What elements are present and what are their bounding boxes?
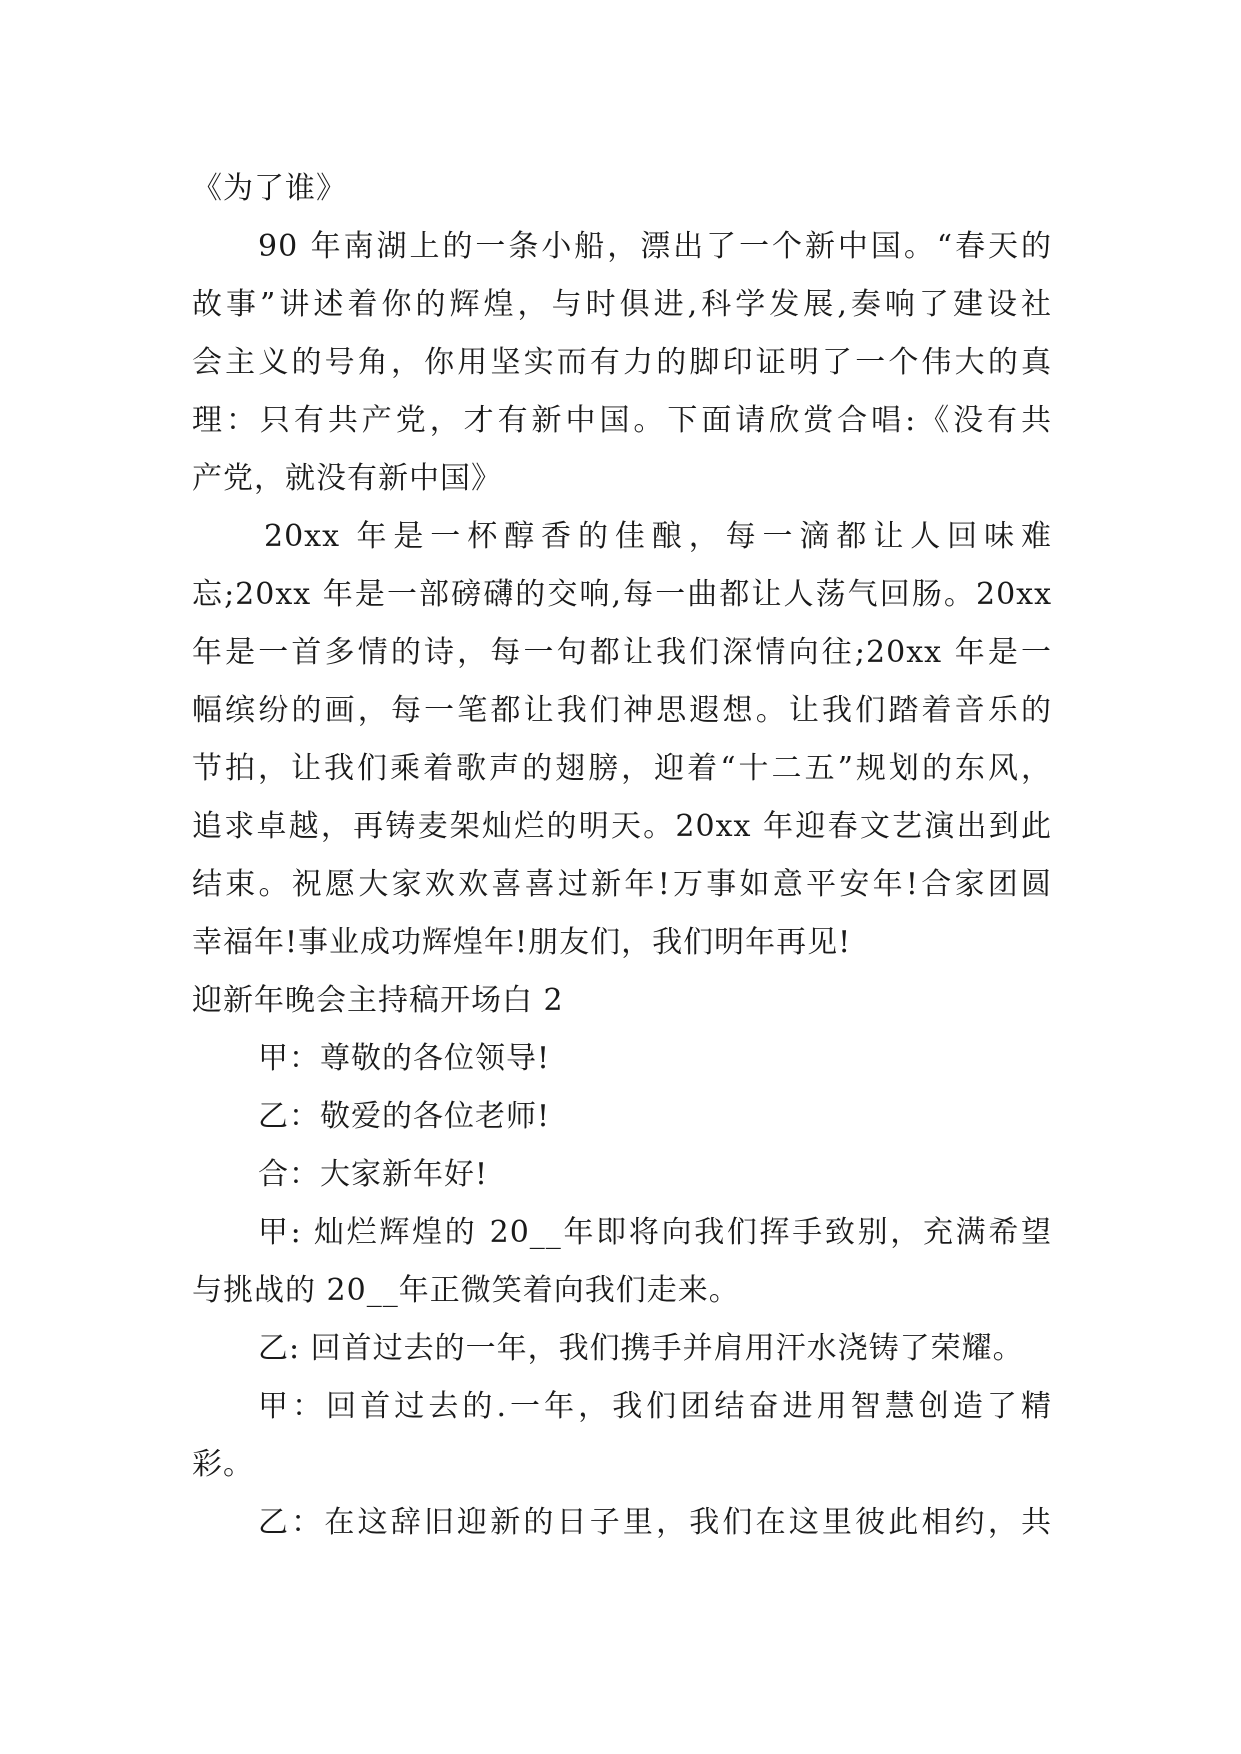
dialogue-line: 甲：回首过去的.一年，我们团结奋进用智慧创造了精 [258, 1389, 1052, 1424]
paragraph-line: 年是一首多情的诗，每一句都让我们深情向往;20xx 年是一 [192, 635, 1052, 670]
paragraph-line: 结束。祝愿大家欢欢喜喜过新年!万事如意平安年!合家团圆 [192, 867, 1052, 902]
paragraph-line: 20xx 年是一杯醇香的佳酿，每一滴都让人回味难 [264, 519, 1052, 554]
document-page [192, 160, 1052, 1552]
dialogue-line: 合：大家新年好! [258, 1157, 489, 1192]
dialogue-line: 乙：在这辞旧迎新的日子里，我们在这里彼此相约，共 [258, 1505, 1052, 1540]
paragraph-line: 追求卓越，再铸麦架灿烂的明天。20xx 年迎春文艺演出到此 [192, 809, 1052, 844]
paragraph-line: 节拍，让我们乘着歌声的翅膀，迎着“十二五”规划的东风， [192, 751, 1052, 786]
title-line: 《为了谁》 [192, 171, 347, 206]
paragraph-line: 幸福年!事业成功辉煌年!朋友们，我们明年再见! [192, 925, 852, 960]
dialogue-line: 彩。 [192, 1447, 254, 1482]
paragraph-line: 会主义的号角，你用坚实而有力的脚印证明了一个伟大的真 [192, 345, 1052, 380]
paragraph-line: 90 年南湖上的一条小船，漂出了一个新中国。“春天的 [258, 229, 1052, 264]
dialogue-line: 甲: 灿烂辉煌的 20__年即将向我们挥手致别，充满希望 [258, 1215, 1052, 1250]
section-heading: 迎新年晚会主持稿开场白 2 [192, 983, 564, 1018]
dialogue-line: 与挑战的 20__年正微笑着向我们走来。 [192, 1273, 740, 1308]
paragraph-line: 产党，就没有新中国》 [192, 461, 502, 496]
dialogue-line: 乙：敬爱的各位老师! [258, 1099, 551, 1134]
dialogue-line: 甲：尊敬的各位领导! [258, 1041, 551, 1076]
paragraph-line: 理：只有共产党，才有新中国。下面请欣赏合唱:《没有共 [192, 403, 1052, 438]
dialogue-line: 乙: 回首过去的一年，我们携手并肩用汗水浇铸了荣耀。 [258, 1331, 1024, 1366]
paragraph-line: 幅缤纷的画，每一笔都让我们神思遐想。让我们踏着音乐的 [192, 693, 1052, 728]
paragraph-line: 故事”讲述着你的辉煌，与时俱进,科学发展,奏响了建设社 [192, 287, 1052, 322]
paragraph-line: 忘;20xx 年是一部磅礴的交响,每一曲都让人荡气回肠。20xx [192, 577, 1052, 612]
